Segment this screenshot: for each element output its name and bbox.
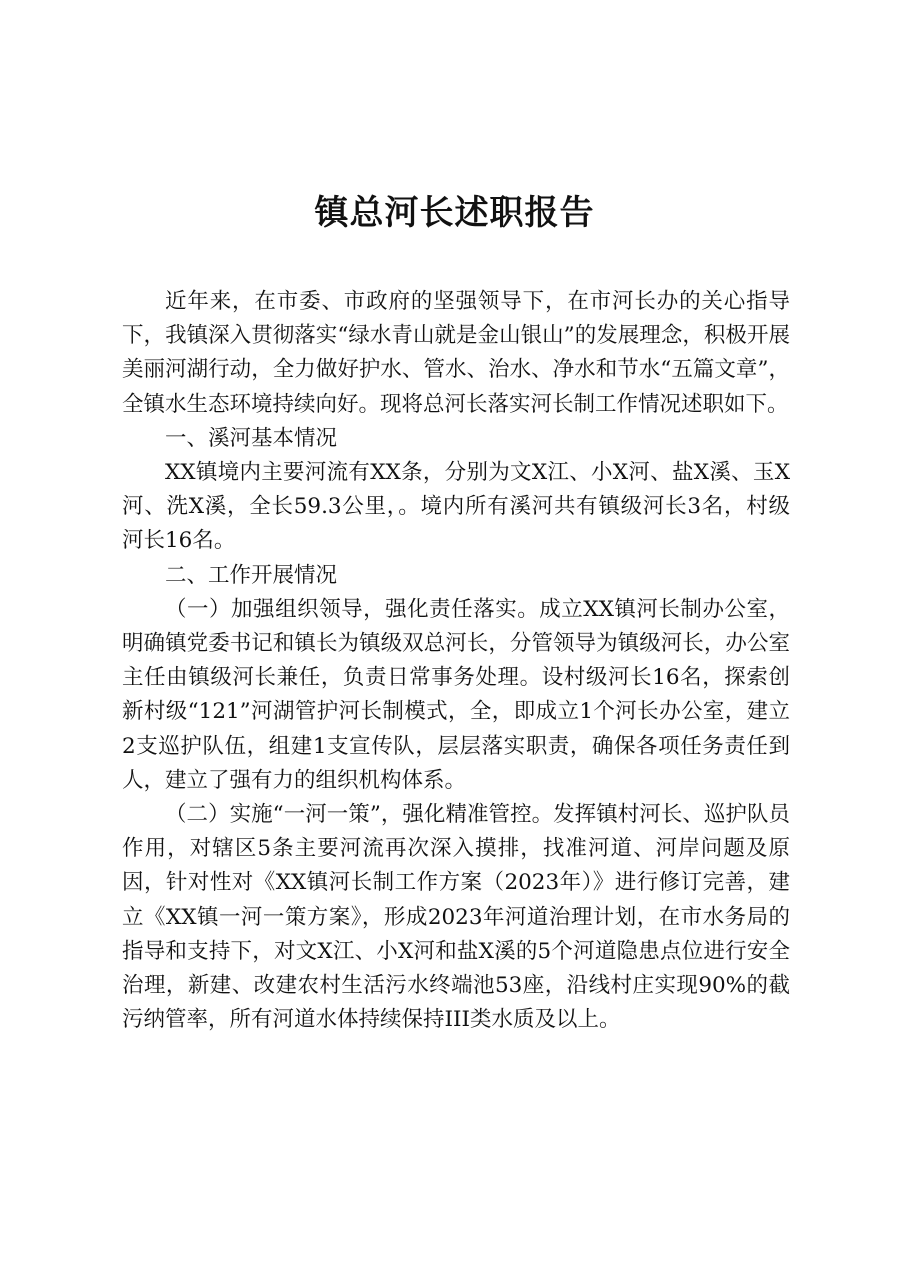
heading-section-1: 一、溪河基本情况	[165, 425, 338, 451]
document-body	[122, 285, 790, 1037]
paragraph-one-river-one-policy: （二）实施“一河一策”，强化精准管控。发挥镇村河长、巡护队员作用，对辖区5条主要河流再次深入摸排，找准河道、河岸问题及原因，针对性对《XX镇河长制工作方案（2023年）》进行修订完善，建立《XX镇一河一策方案》，形成2023年河道治理计划，在市水务局的指导和支持下，对文X江、小X河和盐X溪的5个河道隐患点位进行安全治理，新建、改建农村生活污水终端池53座，沿线村庄实现90%的截污纳管率，所有河道水体持续保持III类水质及以上。	[122, 802, 790, 1033]
document-title: 镇总河长述职报告	[314, 193, 595, 233]
paragraph-river-overview: XX镇境内主要河流有XX条，分别为文X江、小X河、盐X溪、玉X河、洗X溪，全长59.3公里，。境内所有溪河共有镇级河长3名，村级河长16名。	[122, 460, 790, 554]
paragraph-organization: （一）加强组织领导，强化责任落实。成立XX镇河长制办公室，明确镇党委书记和镇长为镇级双总河长，分管领导为镇级河长，办公室主任由镇级河长兼任，负责日常事务处理。设村级河长16名，探索创新村级“121”河湖管护河长制模式，全，即成立1个河长办公室，建立2支巡护队伍，组建1支宣传队，层层落实职责，确保各项任务责任到人，建立了强有力的组织机构体系。	[122, 596, 790, 793]
heading-section-2: 二、工作开展情况	[165, 562, 338, 588]
paragraph-intro: 近年来，在市委、市政府的坚强领导下，在市河长办的关心指导下，我镇深入贯彻落实“绿水青山就是金山银山”的发展理念，积极开展美丽河湖行动，全力做好护水、管水、治水、净水和节水“五篇文章”，全镇水生态环境持续向好。现将总河长落实河长制工作情况述职如下。	[122, 289, 790, 417]
